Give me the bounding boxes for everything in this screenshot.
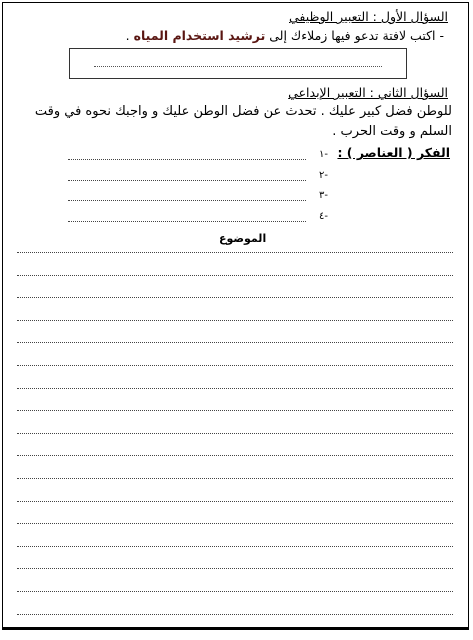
idea-dotted-line: [68, 211, 306, 222]
writing-line[interactable]: [17, 320, 453, 321]
idea-row-1[interactable]: [68, 149, 328, 163]
instruction-suffix: .: [125, 28, 134, 43]
instruction-highlight: ترشيد استخدام المياه: [133, 28, 266, 43]
topic-label: الموضوع: [219, 232, 267, 245]
question1-heading: السؤال الأول : التعبير الوظيفي: [289, 9, 448, 24]
idea-number: -٢: [319, 170, 328, 181]
writing-line[interactable]: [17, 614, 453, 615]
idea-number: -٤: [319, 211, 328, 222]
writing-line[interactable]: [17, 455, 453, 456]
writing-line[interactable]: [17, 342, 453, 343]
writing-line[interactable]: [17, 388, 453, 389]
writing-line[interactable]: [17, 433, 453, 434]
banner-answer-box[interactable]: [69, 48, 407, 79]
writing-line[interactable]: [17, 297, 453, 298]
question2-prompt-line2: السلم و وقت الحرب .: [332, 124, 452, 139]
ideas-label: الفكر ( العناصر ) :: [337, 145, 450, 160]
writing-line[interactable]: [17, 365, 453, 366]
idea-dotted-line: [68, 170, 306, 181]
question2-prompt-line1: للوطن فضل كبير عليك . تحدث عن فضل الوطن عليك و واجبك نحوه في وقت: [34, 104, 452, 119]
writing-line[interactable]: [17, 591, 453, 592]
idea-row-3[interactable]: [68, 190, 328, 204]
writing-line[interactable]: [17, 478, 453, 479]
writing-line[interactable]: [17, 410, 453, 411]
instruction-prefix: - اكتب لافتة تدعو فيها زملاءك إلى: [265, 28, 444, 43]
writing-line[interactable]: [17, 523, 453, 524]
writing-line[interactable]: [17, 501, 453, 502]
idea-row-2[interactable]: [68, 170, 328, 184]
writing-line[interactable]: [17, 275, 453, 276]
idea-number: -١: [319, 149, 328, 160]
question2-heading: السؤال الثاني : التعبير الإبداعي: [288, 85, 448, 100]
idea-number: -٣: [319, 190, 328, 201]
writing-line[interactable]: [17, 252, 453, 253]
writing-line[interactable]: [17, 568, 453, 569]
writing-line[interactable]: [17, 546, 453, 547]
idea-dotted-line: [68, 190, 306, 201]
worksheet-page: [2, 2, 469, 630]
answer-box-dotted-line: [94, 66, 382, 67]
idea-dotted-line: [68, 149, 306, 160]
question1-instruction: [126, 28, 444, 43]
idea-row-4[interactable]: [68, 211, 328, 225]
